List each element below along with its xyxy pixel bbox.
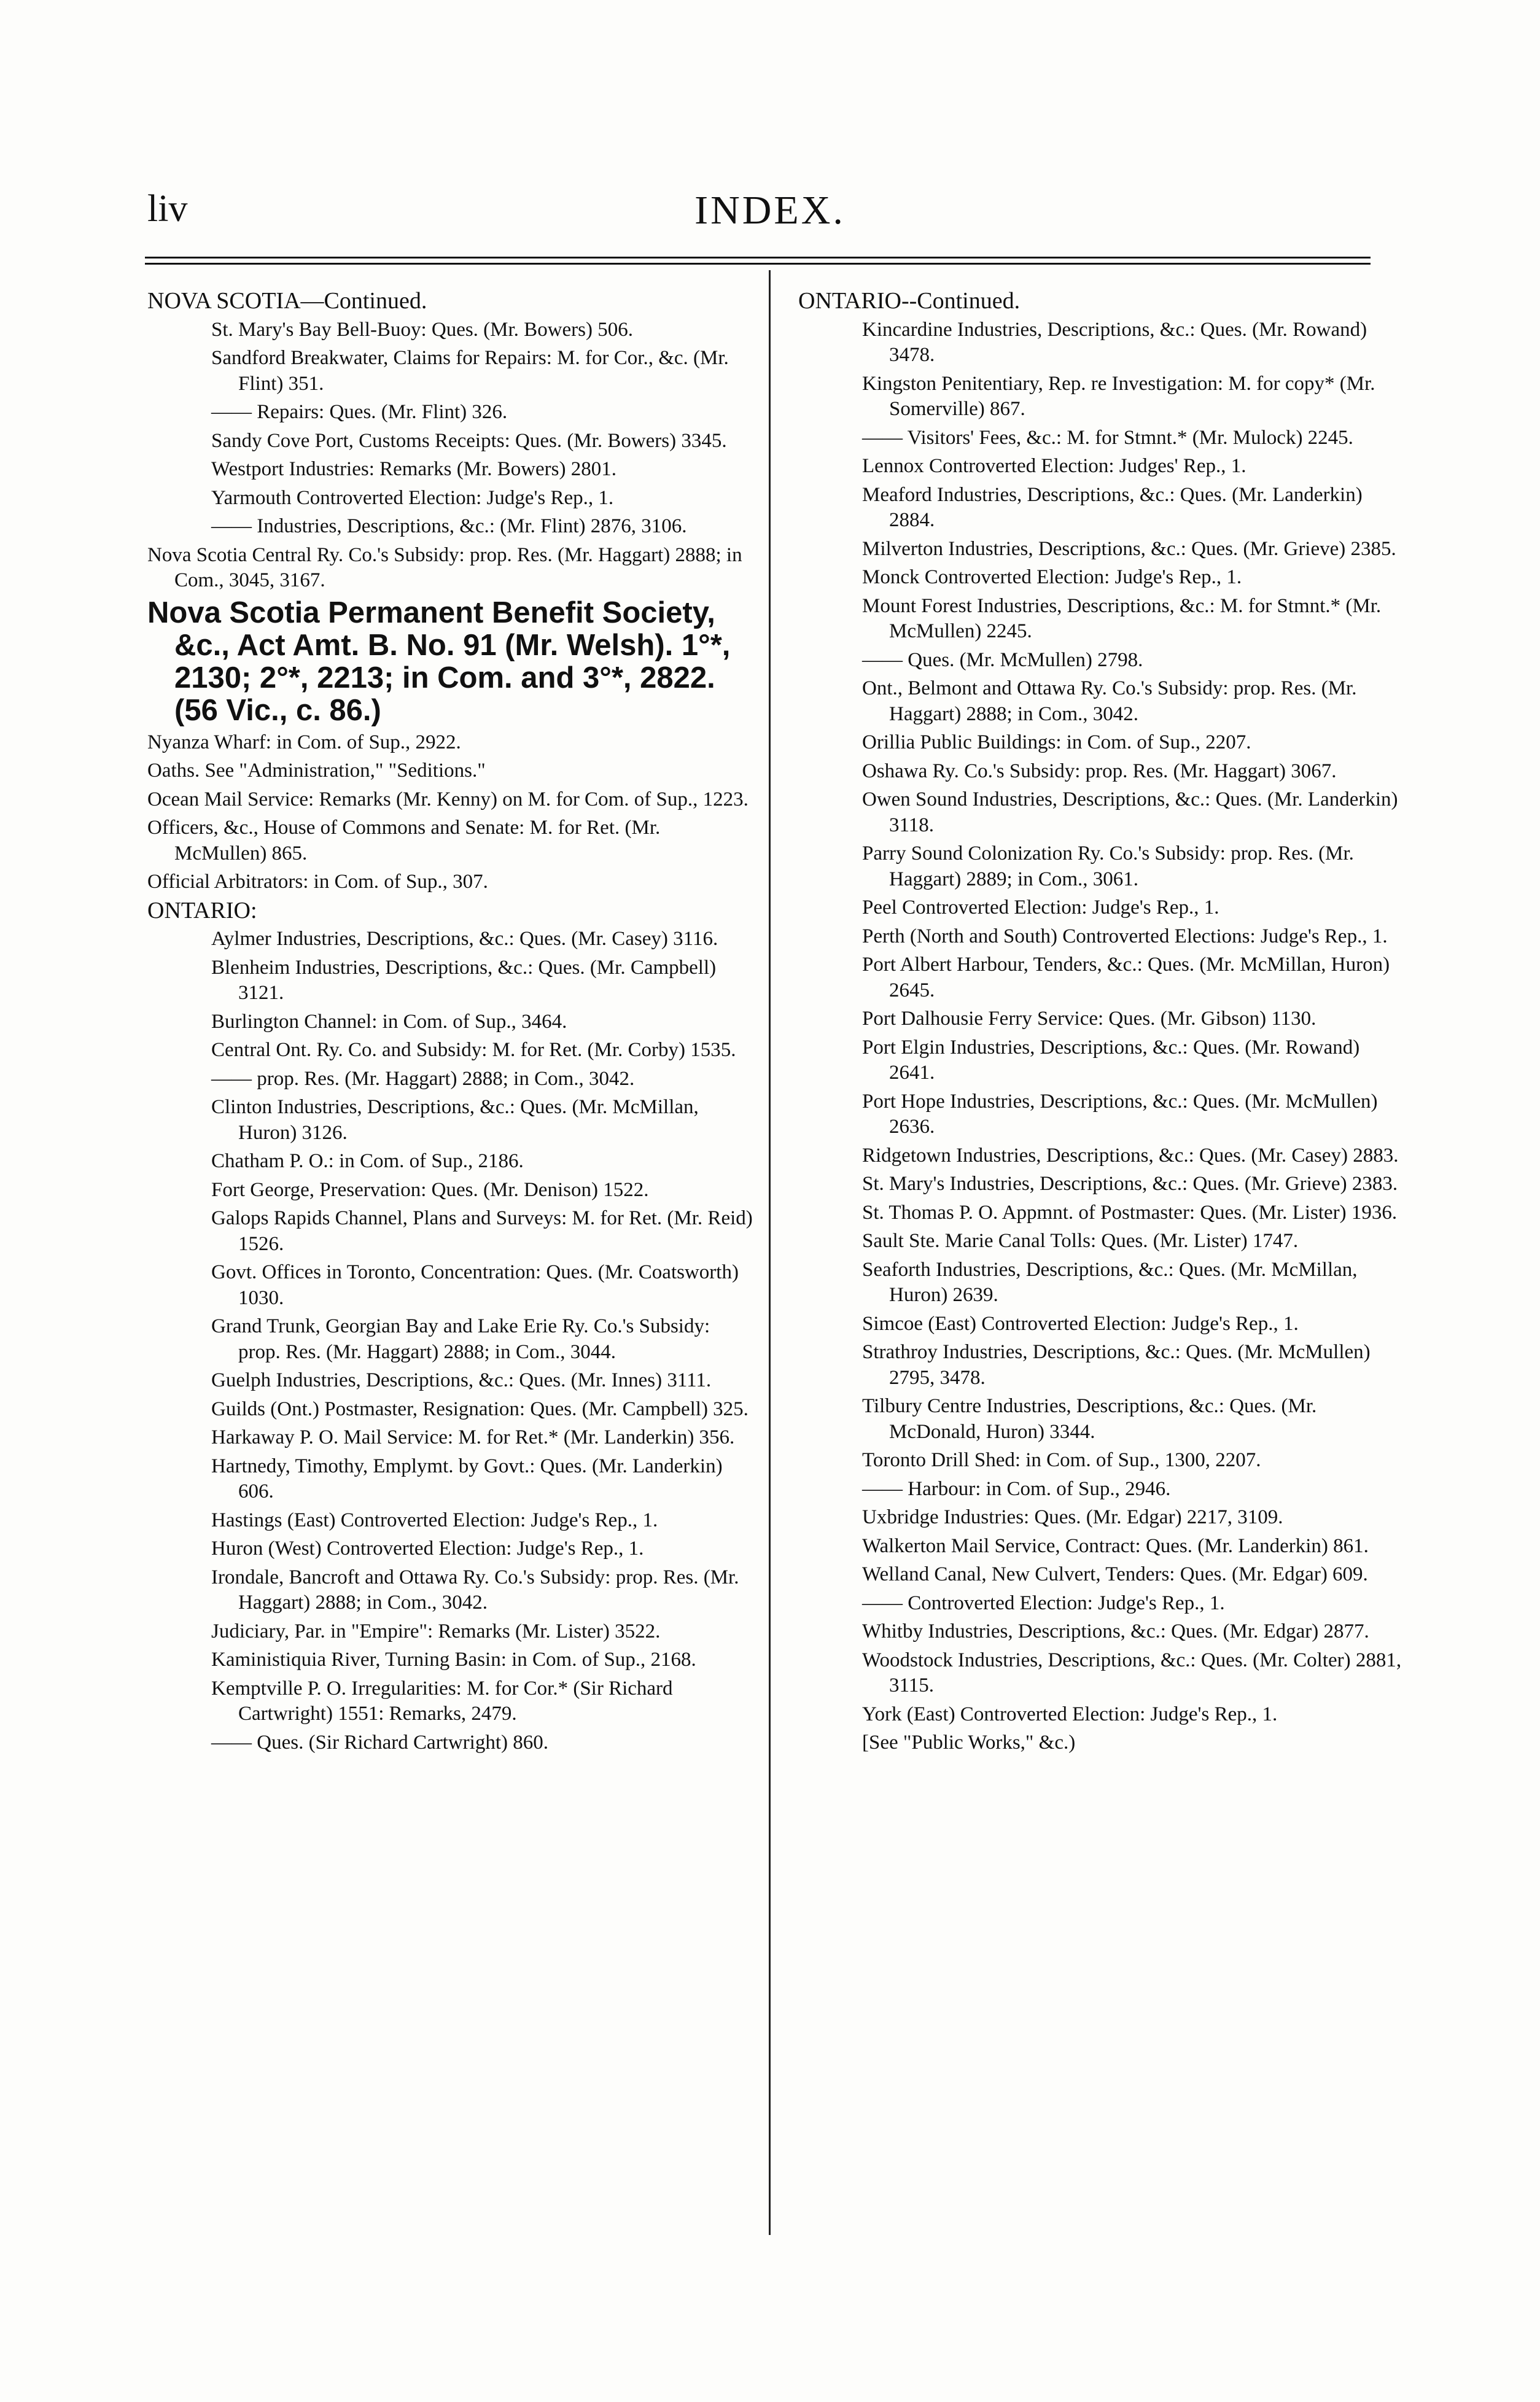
index-entry: Whitby Industries, Descriptions, &c.: Ques. (Mr. Edgar) 2877. [862, 1620, 1369, 1642]
index-entry: —— Industries, Descriptions, &c.: (Mr. Flint) 2876, 3106. [211, 515, 687, 537]
index-entry: Sandford Breakwater, Claims for Repairs: M. for Cor., &c. (Mr. Flint) 351. [211, 347, 729, 395]
header-rule-bottom [145, 263, 1371, 265]
index-entry: York (East) Controverted Election: Judge's Rep., 1. [862, 1703, 1278, 1725]
index-entry: Toronto Drill Shed: in Com. of Sup., 1300, 2207. [862, 1449, 1261, 1471]
index-entry: Milverton Industries, Descriptions, &c.: Ques. (Mr. Grieve) 2385. [862, 537, 1396, 560]
index-entry: NOVA SCOTIA—Continued. [147, 288, 427, 314]
index-entry: Burlington Channel: in Com. of Sup., 3464. [211, 1010, 567, 1033]
index-entry: Govt. Offices in Toronto, Concentration: Ques. (Mr. Coatsworth) 1030. [211, 1261, 739, 1309]
right-column [798, 289, 1403, 1759]
index-entry: Welland Canal, New Culvert, Tenders: Ques. (Mr. Edgar) 609. [862, 1563, 1368, 1585]
index-entry: Fort George, Preservation: Ques. (Mr. Denison) 1522. [211, 1178, 649, 1201]
index-entry: Nova Scotia Central Ry. Co.'s Subsidy: prop. Res. (Mr. Haggart) 2888; in Com., 3045, 3167. [147, 543, 742, 591]
index-entry: —— prop. Res. (Mr. Haggart) 2888; in Com., 3042. [211, 1067, 635, 1090]
index-entry: Uxbridge Industries: Ques. (Mr. Edgar) 2217, 3109. [862, 1506, 1283, 1528]
index-entry: Ocean Mail Service: Remarks (Mr. Kenny) on M. for Com. of Sup., 1223. [147, 788, 749, 810]
index-entry: Central Ont. Ry. Co. and Subsidy: M. for Ret. (Mr. Corby) 1535. [211, 1039, 736, 1061]
index-entry: Guilds (Ont.) Postmaster, Resignation: Ques. (Mr. Campbell) 325. [211, 1397, 749, 1420]
index-entry: Tilbury Centre Industries, Descriptions, &c.: Ques. (Mr. McDonald, Huron) 3344. [862, 1395, 1317, 1443]
index-entry: Westport Industries: Remarks (Mr. Bowers) 2801. [211, 458, 616, 480]
index-entry: Nyanza Wharf: in Com. of Sup., 2922. [147, 731, 461, 753]
index-entry: Simcoe (East) Controverted Election: Judge's Rep., 1. [862, 1312, 1299, 1335]
index-entry: Nova Scotia Permanent Benefit Society, &c., Act Amt. B. No. 91 (Mr. Welsh). 1°*, 2130; 2°*, 2213; in Com. and 3°*, 2822. (56 Vic., c. 86.) [147, 596, 731, 727]
index-entry: Meaford Industries, Descriptions, &c.: Ques. (Mr. Landerkin) 2884. [862, 483, 1363, 531]
index-entry: Orillia Public Buildings: in Com. of Sup., 2207. [862, 731, 1251, 753]
index-entry: ONTARIO: [147, 897, 257, 923]
index-entry: Guelph Industries, Descriptions, &c.: Ques. (Mr. Innes) 3111. [211, 1369, 712, 1391]
index-entry: Oaths. See "Administration," "Seditions." [147, 760, 486, 782]
index-entry: Irondale, Bancroft and Ottawa Ry. Co.'s Subsidy: prop. Res. (Mr. Haggart) 2888; in Com., 3042. [211, 1566, 739, 1614]
index-entry: Port Dalhousie Ferry Service: Ques. (Mr. Gibson) 1130. [862, 1008, 1316, 1030]
index-entry: Port Albert Harbour, Tenders, &c.: Ques. (Mr. McMillan, Huron) 2645. [862, 954, 1390, 1001]
index-entry: Woodstock Industries, Descriptions, &c.: Ques. (Mr. Colter) 2881, 3115. [862, 1649, 1402, 1697]
index-entry: Sandy Cove Port, Customs Receipts: Ques. (Mr. Bowers) 3345. [211, 429, 727, 452]
index-entry: Grand Trunk, Georgian Bay and Lake Erie Ry. Co.'s Subsidy: prop. Res. (Mr. Haggart) 2888; in Com., 3044. [211, 1315, 710, 1363]
index-entry: Port Elgin Industries, Descriptions, &c.: Ques. (Mr. Rowand) 2641. [862, 1036, 1360, 1084]
index-entry: ONTARIO--Continued. [798, 288, 1021, 314]
index-entry: —— Visitors' Fees, &c.: M. for Stmnt.* (Mr. Mulock) 2245. [862, 426, 1353, 449]
index-entry: —— Harbour: in Com. of Sup., 2946. [862, 1477, 1171, 1500]
index-entry: Ont., Belmont and Ottawa Ry. Co.'s Subsidy: prop. Res. (Mr. Haggart) 2888; in Com., 3042. [862, 677, 1357, 725]
index-entry: Peel Controverted Election: Judge's Rep., 1. [862, 896, 1219, 919]
index-entry: Lennox Controverted Election: Judges' Rep., 1. [862, 455, 1246, 477]
index-entry: Harkaway P. O. Mail Service: M. for Ret.* (Mr. Landerkin) 356. [211, 1426, 735, 1448]
index-entry: Kingston Penitentiary, Rep. re Investigation: M. for copy* (Mr. Somerville) 867. [862, 372, 1375, 420]
index-entry: Mount Forest Industries, Descriptions, &c.: M. for Stmnt.* (Mr. McMullen) 2245. [862, 594, 1382, 642]
page-title: INDEX. [694, 188, 846, 233]
index-entry: Huron (West) Controverted Election: Judge's Rep., 1. [211, 1537, 644, 1560]
index-entry: —— Repairs: Ques. (Mr. Flint) 326. [211, 401, 508, 423]
page-number: liv [147, 188, 188, 230]
index-entry: Seaforth Industries, Descriptions, &c.: Ques. (Mr. McMillan, Huron) 2639. [862, 1258, 1358, 1306]
index-entry: —— Ques. (Sir Richard Cartwright) 860. [211, 1731, 548, 1754]
index-entry: Kaministiquia River, Turning Basin: in Com. of Sup., 2168. [211, 1649, 696, 1671]
index-entry: St. Mary's Industries, Descriptions, &c.: Ques. (Mr. Grieve) 2383. [862, 1173, 1398, 1195]
index-entry: Sault Ste. Marie Canal Tolls: Ques. (Mr. Lister) 1747. [862, 1230, 1299, 1252]
index-entry: Official Arbitrators: in Com. of Sup., 307. [147, 871, 488, 893]
index-entry: Yarmouth Controverted Election: Judge's Rep., 1. [211, 486, 614, 509]
index-entry: Officers, &c., House of Commons and Senate: M. for Ret. (Mr. McMullen) 865. [147, 817, 661, 865]
index-entry: Ridgetown Industries, Descriptions, &c.: Ques. (Mr. Casey) 2883. [862, 1144, 1399, 1167]
index-entry: Monck Controverted Election: Judge's Rep., 1. [862, 566, 1242, 588]
index-entry: Chatham P. O.: in Com. of Sup., 2186. [211, 1150, 524, 1172]
left-column [147, 289, 755, 1759]
index-entry: Oshawa Ry. Co.'s Subsidy: prop. Res. (Mr. Haggart) 3067. [862, 760, 1337, 782]
index-entry: Strathroy Industries, Descriptions, &c.: Ques. (Mr. McMullen) 2795, 3478. [862, 1341, 1371, 1389]
index-entry: Parry Sound Colonization Ry. Co.'s Subsidy: prop. Res. (Mr. Haggart) 2889; in Com., 3061. [862, 842, 1354, 890]
index-entry: St. Mary's Bay Bell-Buoy: Ques. (Mr. Bowers) 506. [211, 318, 633, 341]
index-entry: Kemptville P. O. Irregularities: M. for Cor.* (Sir Richard Cartwright) 1551: Remarks, 2479. [211, 1677, 673, 1725]
index-entry: Walkerton Mail Service, Contract: Ques. (Mr. Landerkin) 861. [862, 1534, 1369, 1557]
index-entry: Hastings (East) Controverted Election: Judge's Rep., 1. [211, 1509, 658, 1531]
header-rule-top [145, 257, 1371, 258]
index-entry: Blenheim Industries, Descriptions, &c.: Ques. (Mr. Campbell) 3121. [211, 956, 717, 1004]
index-entry: Perth (North and South) Controverted Elections: Judge's Rep., 1. [862, 925, 1388, 947]
index-entry: Galops Rapids Channel, Plans and Surveys: M. for Ret. (Mr. Reid) 1526. [211, 1207, 753, 1255]
index-entry: —— Ques. (Mr. McMullen) 2798. [862, 648, 1143, 671]
index-entry: Clinton Industries, Descriptions, &c.: Ques. (Mr. McMillan, Huron) 3126. [211, 1096, 699, 1144]
index-entry: [See "Public Works," &c.) [862, 1732, 1076, 1754]
column-divider [769, 270, 771, 2235]
index-entry: Kincardine Industries, Descriptions, &c.: Ques. (Mr. Rowand) 3478. [862, 318, 1367, 366]
index-entry: Aylmer Industries, Descriptions, &c.: Ques. (Mr. Casey) 3116. [211, 928, 718, 950]
index-entry: Owen Sound Industries, Descriptions, &c.: Ques. (Mr. Landerkin) 3118. [862, 788, 1398, 836]
index-entry: —— Controverted Election: Judge's Rep., 1. [862, 1592, 1225, 1614]
index-entry: Hartnedy, Timothy, Emplymt. by Govt.: Ques. (Mr. Landerkin) 606. [211, 1455, 723, 1502]
index-entry: St. Thomas P. O. Appmnt. of Postmaster: Ques. (Mr. Lister) 1936. [862, 1201, 1398, 1224]
index-entry: Judiciary, Par. in "Empire": Remarks (Mr. Lister) 3522. [211, 1620, 661, 1642]
index-entry: Port Hope Industries, Descriptions, &c.: Ques. (Mr. McMullen) 2636. [862, 1090, 1378, 1138]
